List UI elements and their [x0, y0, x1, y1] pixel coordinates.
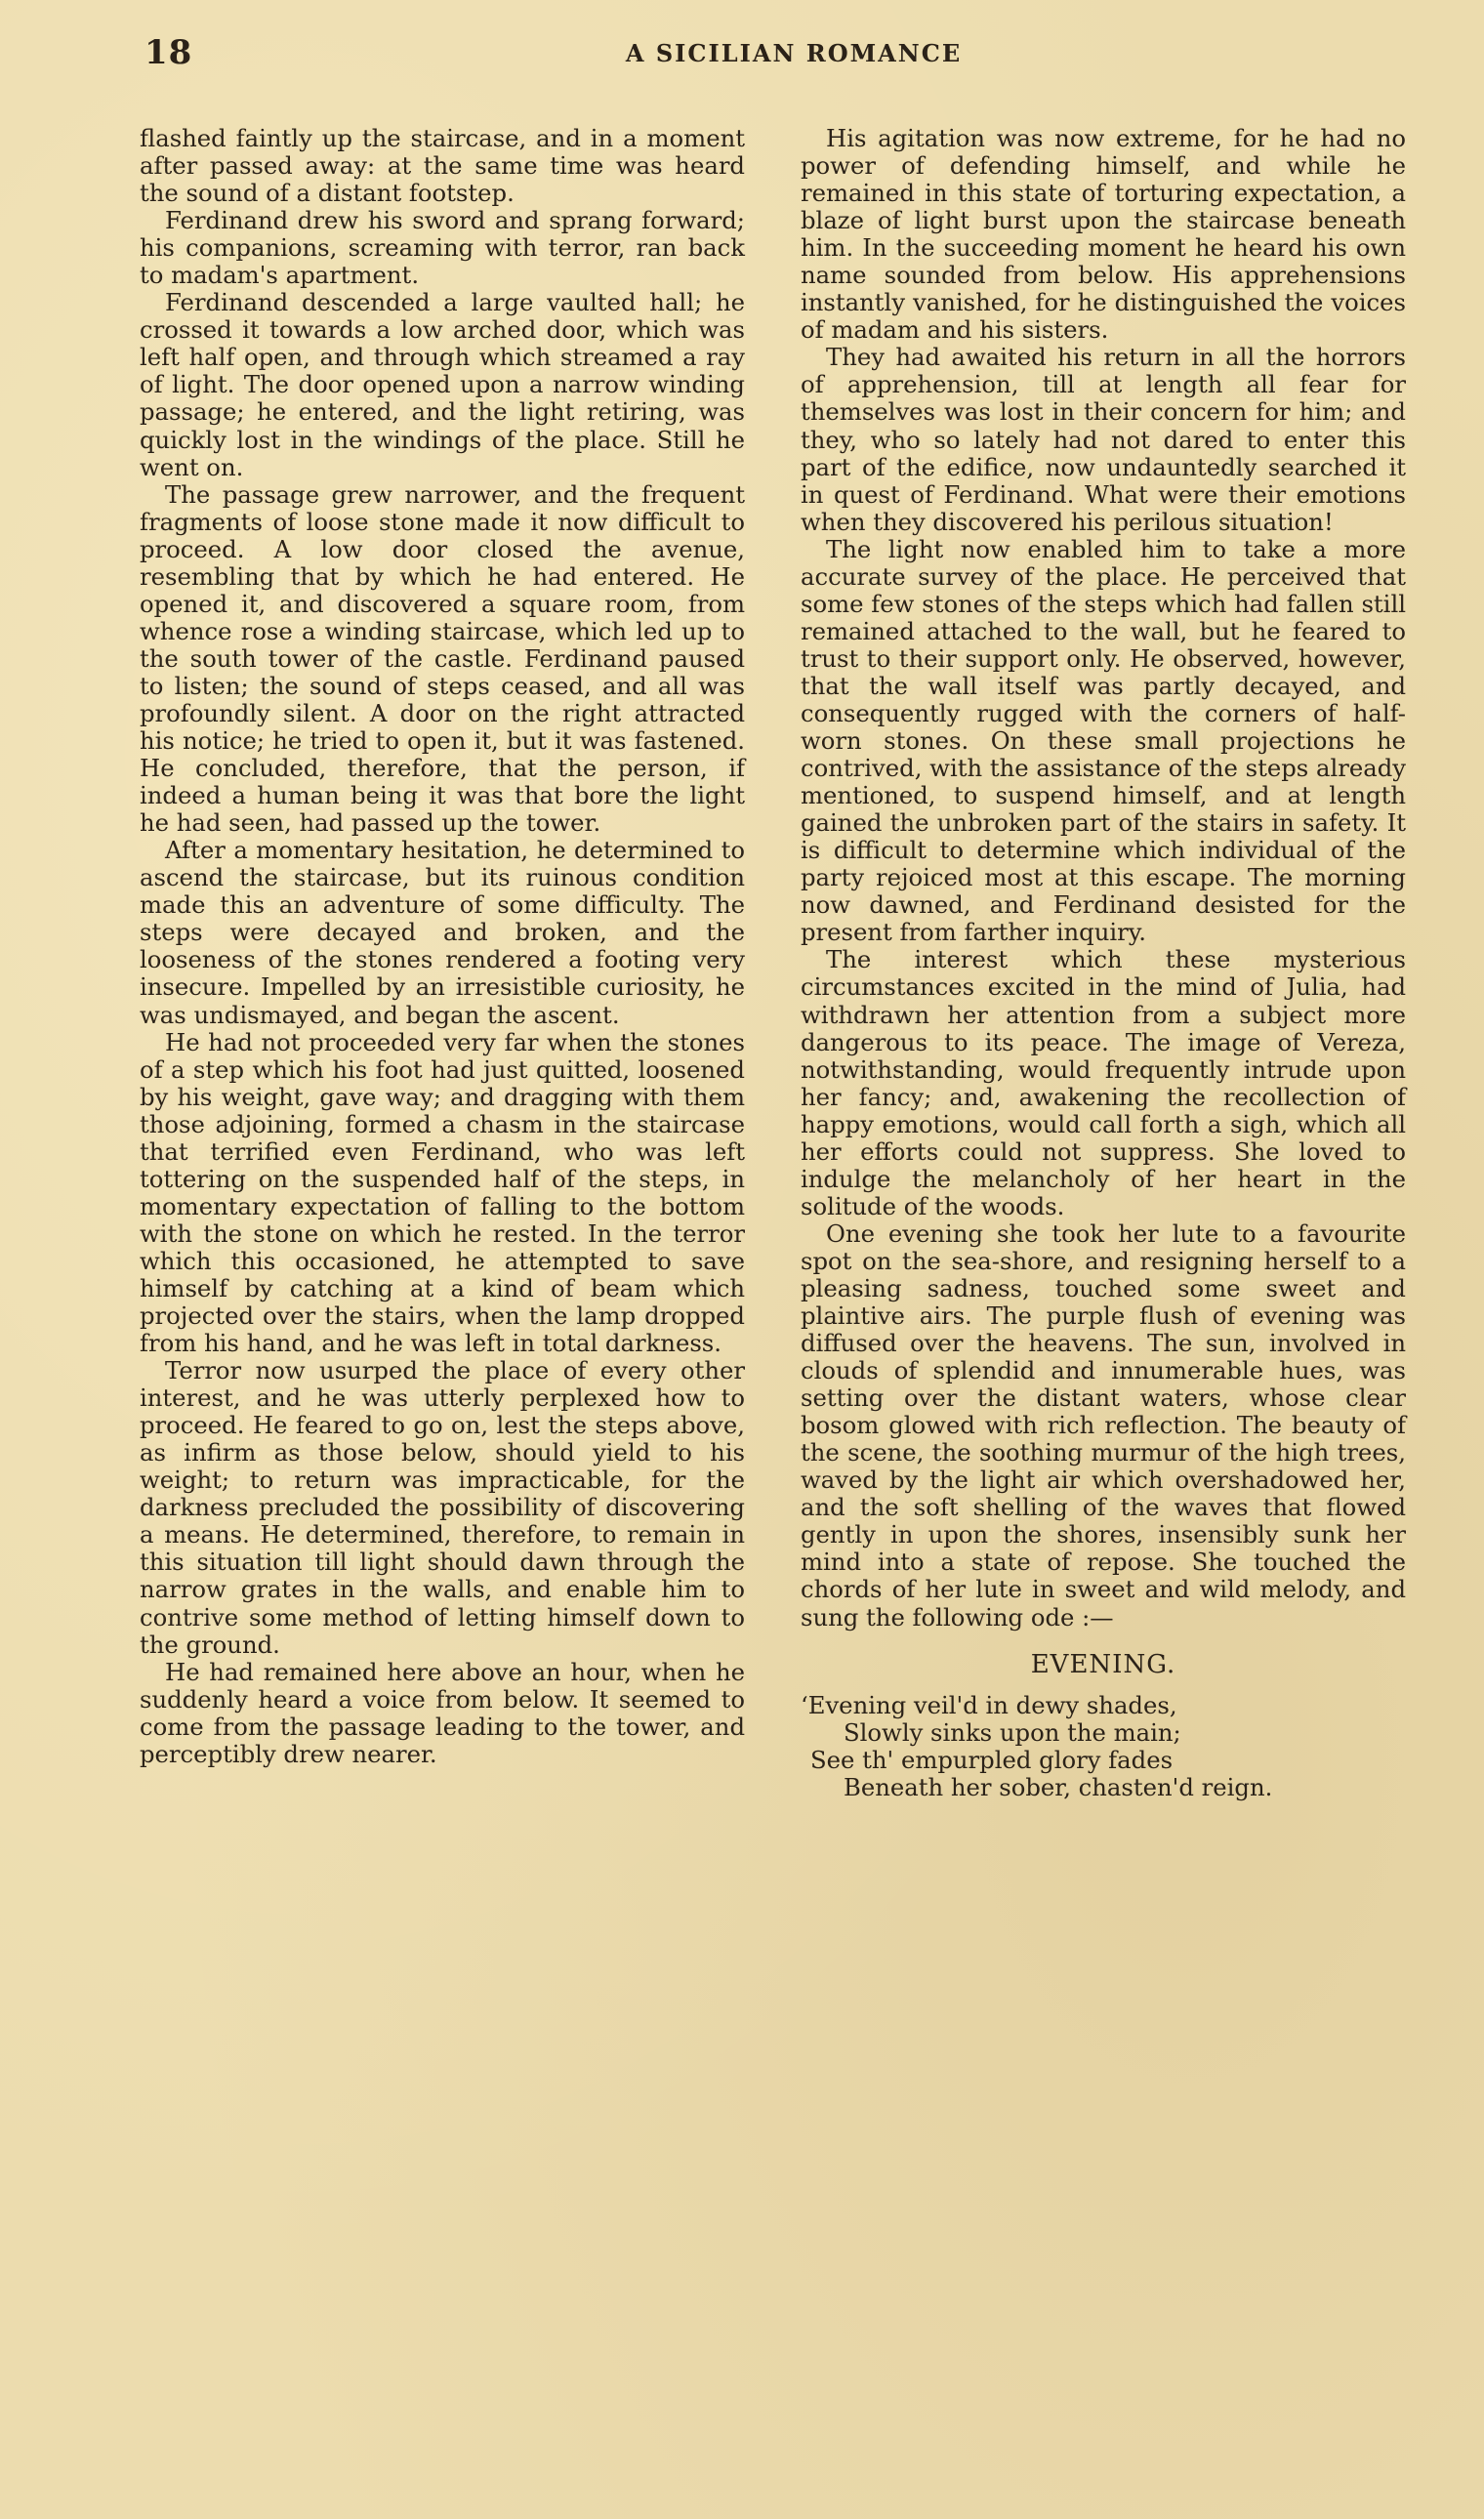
- paragraph: Ferdinand drew his sword and sprang forward; his companions, screaming with terror, ran back to madam's apartment.: [140, 206, 745, 290]
- paragraph: They had awaited his return in all the horrors of apprehension, till at length all fear for themselves was lost in their concern for him; and they, who so lately had not dared to enter this part of the edifice, now undauntedly searched it in quest of Ferdinand. What were their emotions when they discovered his perilous situation!: [801, 343, 1406, 536]
- poem-line: Beneath her sober, chasten'd reign.: [844, 1772, 1273, 1801]
- poem-line: ‘Evening veil'd in dewy shades,: [801, 1690, 1177, 1719]
- left-column: [140, 125, 745, 1768]
- paragraph: After a momentary hesitation, he determined to ascend the staircase, but its ruinous condition made this an adventure of some difficulty. The steps were decayed and broken, and the looseness of the stones rendered a footing very insecure. Impelled by an irresistible curiosity, he was undismayed, and began the ascent.: [140, 836, 745, 1029]
- right-column: [801, 125, 1406, 1801]
- paragraph: Terror now usurped the place of every other interest, and he was utterly perplexed how to proceed. He feared to go on, lest the steps above, as infirm as those below, should yield to his weight; to return was impracticable, for the darkness precluded the possibility of discovering a means. He determined, therefore, to remain in this situation till light should dawn through the narrow grates in the walls, and enable him to contrive some method of letting himself down to the ground.: [140, 1356, 745, 1659]
- poem-title: EVENING.: [1030, 1649, 1176, 1679]
- poem-line: See th' empurpled glory fades: [810, 1745, 1174, 1774]
- paragraph: flashed faintly up the staircase, and in a moment after passed away: at the same time was heard the sound of a distant footstep.: [140, 124, 745, 208]
- paragraph: The passage grew narrower, and the frequent fragments of loose stone made it now difficult to proceed. A low door closed the avenue, resembling that by which he had entered. He opened it, and discovered a square room, from whence rose a winding staircase, which led up to the south tower of the castle. Ferdinand paused to listen; the sound of steps ceased, and all was profoundly silent. A door on the right attracted his notice; he tried to open it, but it was fastened. He concluded, therefore, that the person, if indeed a human being it was that bore the light he had seen, had passed up the tower.: [140, 479, 745, 838]
- paragraph: Ferdinand descended a large vaulted hall; he crossed it towards a low arched door, which was left half open, and through which streamed a ray of light. The door opened upon a narrow winding passage; he entered, and the light retiring, was quickly lost in the windings of the place. Still he went on.: [140, 288, 745, 481]
- paragraph: He had not proceeded very far when the stones of a step which his foot had just quitted, loosened by his weight, gave way; and dragging with them those adjoining, formed a chasm in the staircase that terrified even Ferdinand, who was left tottering on the suspended half of the steps, in momentary expectation of falling to the bottom with the stone on which he rested. In the terror which this occasioned, he attempted to save himself by catching at a kind of beam which projected over the stairs, when the lamp dropped from his hand, and he was left in total darkness.: [140, 1027, 745, 1358]
- paragraph: The light now enabled him to take a more accurate survey of the place. He perceived that some few stones of the steps which had fallen still remained attached to the wall, but he feared to trust to their support only. He observed, however, that the wall itself was partly decayed, and consequently rugged with the corners of half-worn stones. On these small projections he contrived, with the assistance of the steps already mentioned, to suspend himself, and at length gained the unbroken part of the stairs in safety. It is difficult to determine which individual of the party rejoiced most at this escape. The morning now dawned, and Ferdinand desisted for the present from farther inquiry.: [801, 534, 1406, 947]
- poem: [801, 1692, 1406, 1801]
- page-header: [144, 33, 1443, 82]
- paragraph: One evening she took her lute to a favourite spot on the sea-shore, and resigning herself to a pleasing sadness, touched some sweet and plaintive airs. The purple flush of evening was diffused over the heavens. The sun, involved in clouds of splendid and innumerable hues, was setting over the distant waters, whose clear bosom glowed with rich reflection. The beauty of the scene, the soothing murmur of the high trees, waved by the light air which overshadowed her, and the soft shelling of the waves that flowed gently in upon the shores, insensibly sunk her mind into a state of repose. She touched the chords of her lute in sweet and wild melody, and sung the following ode :—: [801, 1218, 1406, 1631]
- paragraph: He had remained here above an hour, when he suddenly heard a voice from below. It seemed to come from the passage leading to the tower, and perceptibly drew nearer.: [140, 1657, 745, 1768]
- poem-line: Slowly sinks upon the main;: [844, 1717, 1181, 1747]
- paragraph: His agitation was now extreme, for he had no power of defending himself, and while he remained in this state of torturing expectation, a blaze of light burst upon the staircase beneath him. In the succeeding moment he heard his own name sounded from below. His apprehensions instantly vanished, for he distinguished the voices of madam and his sisters.: [801, 124, 1406, 345]
- page-number: 18: [144, 33, 193, 72]
- paragraph: The interest which these mysterious circumstances excited in the mind of Julia, had withdrawn her attention from a subject more dangerous to its peace. The image of Vereza, notwithstanding, would frequently intrude upon her fancy; and, awakening the recollection of happy emotions, would call forth a sigh, which all her efforts could not suppress. She loved to indulge the melancholy of her heart in the solitude of the woods.: [801, 945, 1406, 1220]
- running-title: A SICILIAN ROMANCE: [625, 39, 963, 67]
